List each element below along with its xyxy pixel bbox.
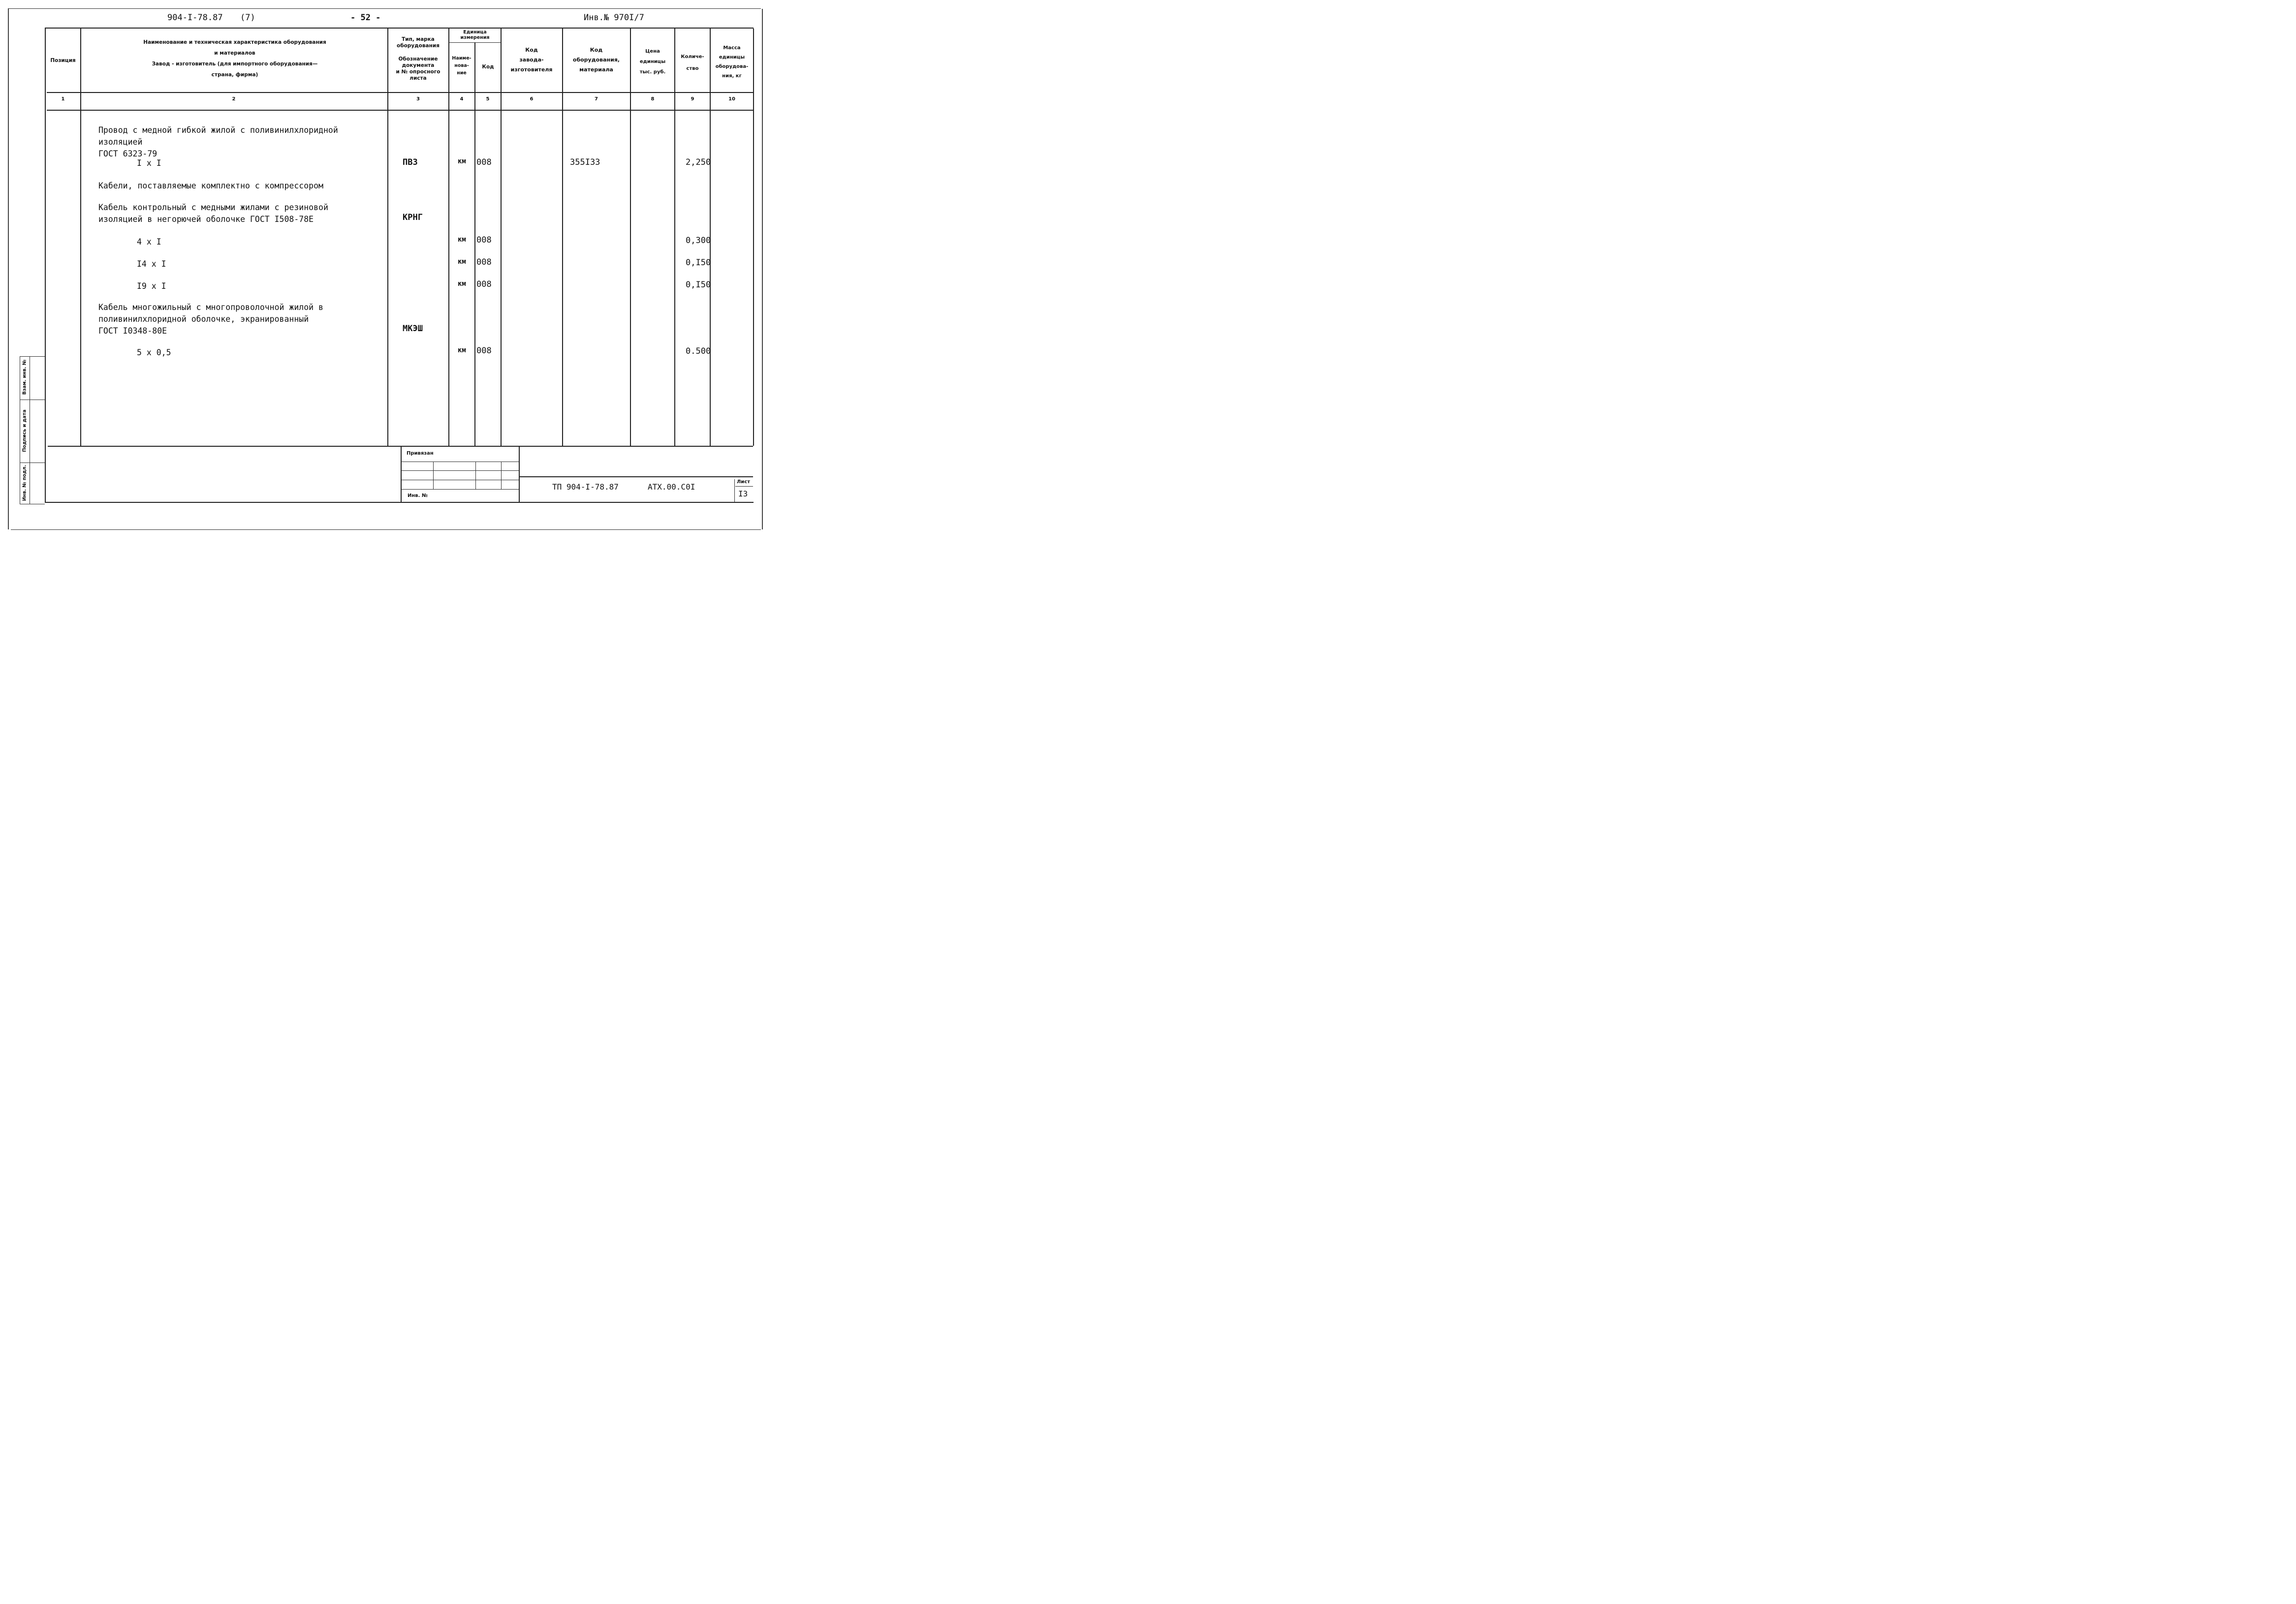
- krng-a-code: 008: [476, 235, 492, 245]
- col-line-1: [80, 29, 81, 446]
- krng-line1: Кабель контрольный с медными жилами с резиновой: [98, 203, 328, 212]
- mkesh-size: 5 x 0,5: [137, 348, 171, 357]
- krng-b-quantity: 0,I50: [686, 258, 711, 268]
- mkesh-line3: ГОСТ I0348-80Е: [98, 326, 167, 336]
- title-block-sheet-line: [734, 479, 735, 502]
- krng-description: [98, 202, 328, 225]
- header-quantity-line2: ство: [686, 66, 699, 71]
- wire-size: I x I: [137, 158, 161, 168]
- header-unit-code: Код: [482, 64, 494, 70]
- header-price-line1: Цена: [645, 49, 660, 54]
- colnum-3: 3: [416, 96, 420, 102]
- header-unit-group-line1: Единица: [463, 30, 487, 35]
- header-type-line2: оборудования: [397, 43, 440, 49]
- mkesh-line2: поливинилхлоридной оболочке, экранированный: [98, 314, 309, 324]
- frame-bottom-line: [45, 502, 754, 503]
- doc-code: 904-I-78.87: [167, 13, 223, 23]
- col-line-10: [753, 29, 754, 446]
- header-maker-code: [502, 45, 562, 75]
- header-unit-name-line3: ние: [457, 70, 467, 76]
- header-type-line5: и № опросного: [396, 69, 440, 75]
- wire-type: ПВЗ: [403, 157, 418, 167]
- title-doc-code: АТХ.00.С0I: [648, 482, 695, 492]
- mkesh-quantity: 0.500: [686, 346, 711, 356]
- colnum-1: 1: [61, 96, 65, 102]
- header-mass-line4: ния, кг: [722, 73, 742, 79]
- side-label-podpis: Подпись и дата: [22, 409, 28, 452]
- stamp-row4: [402, 489, 519, 490]
- header-quantity-line1: Количе-: [681, 54, 704, 60]
- stamp-col3: [501, 462, 502, 489]
- colnum-6: 6: [530, 96, 534, 102]
- colnum-5: 5: [486, 96, 490, 102]
- stamp-col2: [475, 462, 476, 489]
- colnum-10: 10: [728, 96, 735, 102]
- title-block-divider: [520, 476, 753, 477]
- header-unit-name-line1: Наиме-: [452, 56, 472, 61]
- header-type-line1: Тип, марка: [402, 36, 435, 42]
- krng-b-code: 008: [476, 257, 492, 267]
- header-maker-code-line1: Код: [525, 47, 538, 53]
- header-type-line4: документа: [402, 62, 435, 68]
- krng-c-unit: км: [458, 280, 466, 288]
- stamp-col1: [433, 462, 434, 489]
- krng-line2: изоляцией в негорючей оболочке ГОСТ I508-78Е: [98, 215, 314, 224]
- krng-c-size: I9 x I: [137, 281, 166, 291]
- header-unit-name-line2: нова-: [454, 63, 469, 68]
- table-left-border: [45, 29, 46, 502]
- wire-line3: ГОСТ 6323-79: [98, 149, 157, 158]
- header-maker-code-line2: завода-: [519, 57, 544, 63]
- wire-unit: км: [458, 157, 466, 165]
- header-mass-line1: Масса: [723, 45, 741, 51]
- col-line-7: [630, 29, 631, 446]
- col-line-6: [562, 29, 563, 446]
- header-price-line2: единицы: [639, 59, 666, 64]
- colnum-2: 2: [232, 96, 236, 102]
- wire-line2: изоляцией: [98, 137, 143, 147]
- outer-frame: [8, 9, 763, 529]
- header-unit-group-line2: измерения: [460, 35, 490, 40]
- header-name: [83, 39, 387, 83]
- krng-c-code: 008: [476, 279, 492, 289]
- colnum-8: 8: [651, 96, 655, 102]
- title-sheet-divider: [735, 486, 753, 487]
- krng-a-size: 4 x I: [137, 237, 161, 247]
- header-price: [631, 46, 674, 77]
- krng-type: КРНГ: [403, 213, 423, 222]
- header-equipment-code-line3: материала: [579, 66, 613, 73]
- header-name-line1: Наименование и техническая характеристика оборудования: [143, 39, 326, 45]
- title-sheet-label: Лист: [737, 479, 751, 485]
- wire-description: [98, 124, 338, 160]
- outer-top-line: [8, 8, 761, 9]
- title-doc-number: ТП 904-I-78.87: [552, 482, 619, 492]
- colnum-4: 4: [460, 96, 464, 102]
- krng-a-unit: км: [458, 236, 466, 244]
- col-line-4: [474, 42, 475, 446]
- stamp-left-border: [401, 446, 402, 502]
- header-name-line4: страна, фирма): [211, 72, 258, 78]
- outer-bottom-line: [11, 529, 761, 530]
- krng-b-size: I4 x I: [137, 259, 166, 269]
- wire-unit-code: 008: [476, 157, 492, 167]
- header-mass: [711, 43, 753, 81]
- side-label-inv-podl: Инв. № подл.: [22, 464, 28, 501]
- side-label-vzam: Взам. инв. №: [22, 359, 28, 395]
- header-type-line3: Обозначение: [398, 56, 438, 62]
- col-line-2: [387, 29, 388, 446]
- stamp-mid-border: [519, 446, 520, 502]
- header-maker-code-line3: изготовителя: [510, 66, 553, 73]
- title-sheet-number: I3: [738, 489, 748, 498]
- header-type: [388, 36, 448, 82]
- page-number: - 52 -: [350, 13, 381, 23]
- header-name-line2: и материалов: [214, 50, 255, 56]
- wire-material-code: 355I33: [570, 157, 600, 167]
- col-line-5: [501, 29, 502, 446]
- mkesh-type: МКЭШ: [403, 324, 423, 334]
- col-line-8: [674, 29, 675, 446]
- colnum-7: 7: [595, 96, 598, 102]
- wire-line1: Провод с медной гибкой жилой с поливинилхлоридной: [98, 125, 338, 135]
- mkesh-line1: Кабель многожильный с многопроволочной жилой в: [98, 303, 323, 312]
- col-line-3: [448, 29, 449, 446]
- inventory-number: Инв.№ 970I/7: [584, 13, 644, 23]
- header-equipment-code: [563, 45, 629, 75]
- mkesh-code: 008: [476, 346, 492, 356]
- cables-heading: Кабели, поставляемые комплектно с компрессором: [98, 181, 323, 190]
- krng-a-quantity: 0,300: [686, 236, 711, 246]
- header-bottom-line: [47, 92, 753, 93]
- mkesh-unit: км: [458, 346, 466, 354]
- stamp-privyazan: Привязан: [407, 451, 434, 456]
- header-mass-line3: оборудова-: [715, 64, 749, 69]
- colnum-bottom-line: [47, 110, 753, 111]
- stamp-inv-no: Инв. №: [408, 493, 428, 498]
- krng-c-quantity: 0,I50: [686, 280, 711, 290]
- doc-part: (7): [240, 13, 255, 23]
- header-equipment-code-line2: оборудования,: [572, 57, 620, 63]
- header-type-line6: листа: [409, 75, 427, 81]
- mkesh-description: [98, 302, 323, 337]
- header-unit-name: [449, 55, 474, 77]
- wire-quantity: 2,250: [686, 157, 711, 167]
- header-price-line3: тыс. руб.: [639, 69, 666, 75]
- header-name-line3: Завод - изготовитель (для импортного оборудования—: [152, 61, 318, 67]
- header-unit-group: [449, 30, 501, 40]
- krng-b-unit: км: [458, 258, 466, 266]
- header-mass-line2: единицы: [719, 55, 745, 60]
- colnum-9: 9: [691, 96, 694, 102]
- header-quantity: [675, 51, 710, 75]
- table-top-border: [45, 28, 754, 29]
- header-position: Позиция: [50, 58, 76, 63]
- header-equipment-code-line1: Код: [590, 47, 603, 53]
